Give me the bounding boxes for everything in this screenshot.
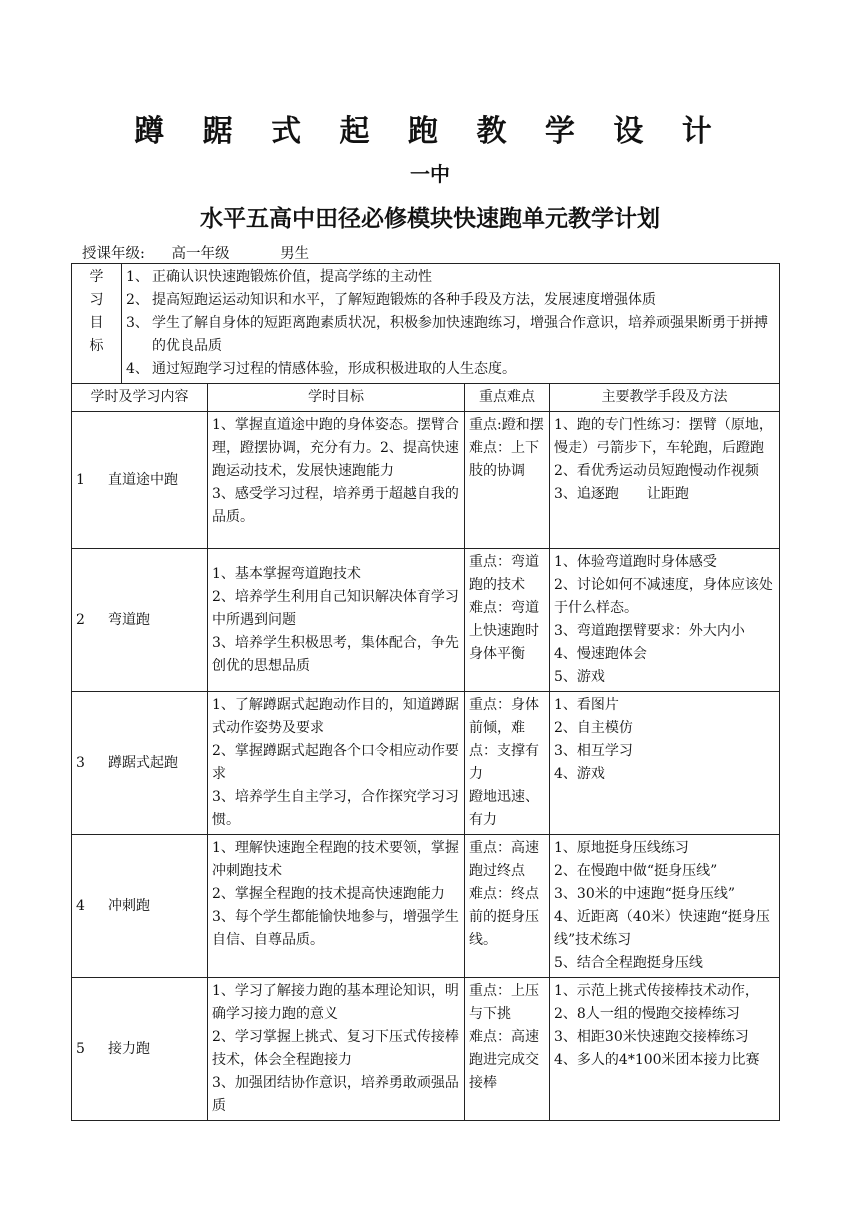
- objective-item: 4、 通过短跑学习过程的情感体验，形成积极进取的人生态度。: [126, 361, 516, 377]
- table-row: [72, 412, 780, 549]
- objectives-content: [122, 264, 780, 384]
- header-lesson: 学时及学习内容: [72, 384, 208, 412]
- header-methods: 主要教学手段及方法: [550, 384, 780, 412]
- methods-cell: 1、原地挺身压线练习 2、在慢跑中做“挺身压线” 3、30米的中速跑“挺身压线” 4、近距离（40米）快速跑“挺身压线”技术练习 5、结合全程跑挺身压线: [550, 835, 780, 978]
- objective-item: 1、 正确认识快速跑锻炼价值，提高学练的主动性: [126, 269, 432, 285]
- table-row: [72, 978, 780, 1121]
- goals-cell: 1、理解快速跑全程跑的技术要领，掌握冲刺跑技术 2、掌握全程跑的技术提高快速跑能力 3、每个学生都能愉快地参与，增强学生自信、自尊品质。: [208, 835, 465, 978]
- key-cell: 重点：弯道跑的技术 难点：弯道上快速跑时身体平衡: [465, 549, 550, 692]
- key-cell: 重点：上压与下挑 难点：高速跑进完成交接棒: [465, 978, 550, 1121]
- table-row: [72, 692, 780, 835]
- lesson-cell: 5 接力跑: [72, 978, 208, 1121]
- lesson-cell: 1 直道途中跑: [72, 412, 208, 549]
- grade-label: 授课年级:: [82, 246, 145, 262]
- teaching-plan-table: [71, 263, 780, 1121]
- methods-cell: 1、看图片 2、自主模仿 3、相互学习 4、游戏: [550, 692, 780, 835]
- goals-cell: 1、掌握直道途中跑的身体姿态。摆臂合理，蹬摆协调，充分有力。2、提高快速跑运动技术，发展快速跑能力 3、感受学习过程，培养勇于超越自我的品质。: [208, 412, 465, 549]
- document-subtitle: 一中: [410, 162, 450, 186]
- goals-cell: 1、基本掌握弯道跑技术 2、培养学生利用自己知识解决体育学习中所遇到问题 3、培养学生积极思考，集体配合，争先创优的思想品质: [208, 549, 465, 692]
- grade-line: [82, 242, 309, 263]
- key-cell: 重点：高速跑过终点 难点：终点前的挺身压线。: [465, 835, 550, 978]
- grade-value: 高一年级: [171, 246, 230, 262]
- header-key: 重点难点: [465, 384, 550, 412]
- objective-item: 3、 学生了解自身体的短距离跑素质状况，积极参加快速跑练习，增强合作意识，培养顽强果断勇于拼搏的优良品质: [126, 315, 768, 354]
- header-goals: 学时目标: [208, 384, 465, 412]
- grade-gender: 男生: [280, 246, 310, 262]
- plan-title: 水平五高中田径必修模块快速跑单元教学计划: [200, 205, 660, 232]
- goals-cell: 1、学习了解接力跑的基本理论知识，明确学习接力跑的意义 2、学习掌握上挑式、复习下压式传接棒技术，体会全程跑接力 3、加强团结协作意识，培养勇敢顽强品质: [208, 978, 465, 1121]
- table-row: [72, 549, 780, 692]
- objective-item: 2、 提高短跑运运动知识和水平，了解短跑锻炼的各种手段及方法，发展速度增强体质: [126, 292, 656, 308]
- key-cell: 重点：身体前倾，难点：支撑有力 蹬地迅速、有力: [465, 692, 550, 835]
- header-row: [72, 384, 780, 412]
- methods-cell: 1、跑的专门性练习：摆臂（原地，慢走）弓箭步下，车轮跑，后蹬跑 2、看优秀运动员短跑慢动作视频 3、追逐跑 让距跑: [550, 412, 780, 549]
- document-title: 蹲 踞 式 起 跑 教 学 设 计: [134, 114, 726, 149]
- lesson-cell: 2 弯道跑: [72, 549, 208, 692]
- lesson-cell: 3 蹲踞式起跑: [72, 692, 208, 835]
- lesson-cell: 4 冲刺跑: [72, 835, 208, 978]
- objectives-row: [72, 264, 780, 384]
- table-row: [72, 835, 780, 978]
- goals-cell: 1、了解蹲踞式起跑动作目的，知道蹲踞式动作姿势及要求 2、掌握蹲踞式起跑各个口令相应动作要求 3、培养学生自主学习，合作探究学习习惯。: [208, 692, 465, 835]
- methods-cell: 1、示范上挑式传接棒技术动作， 2、8人一组的慢跑交接棒练习 3、相距30米快速跑交接棒练习 4、多人的4*100米团本接力比赛: [550, 978, 780, 1121]
- methods-cell: 1、体验弯道跑时身体感受 2、讨论如何不减速度，身体应该处于什么样态。 3、弯道跑摆臂要求：外大内小 4、慢速跑体会 5、游戏: [550, 549, 780, 692]
- objectives-label: 学 习 目 标: [72, 264, 122, 384]
- key-cell: 重点:蹬和摆 难点：上下肢的协调: [465, 412, 550, 549]
